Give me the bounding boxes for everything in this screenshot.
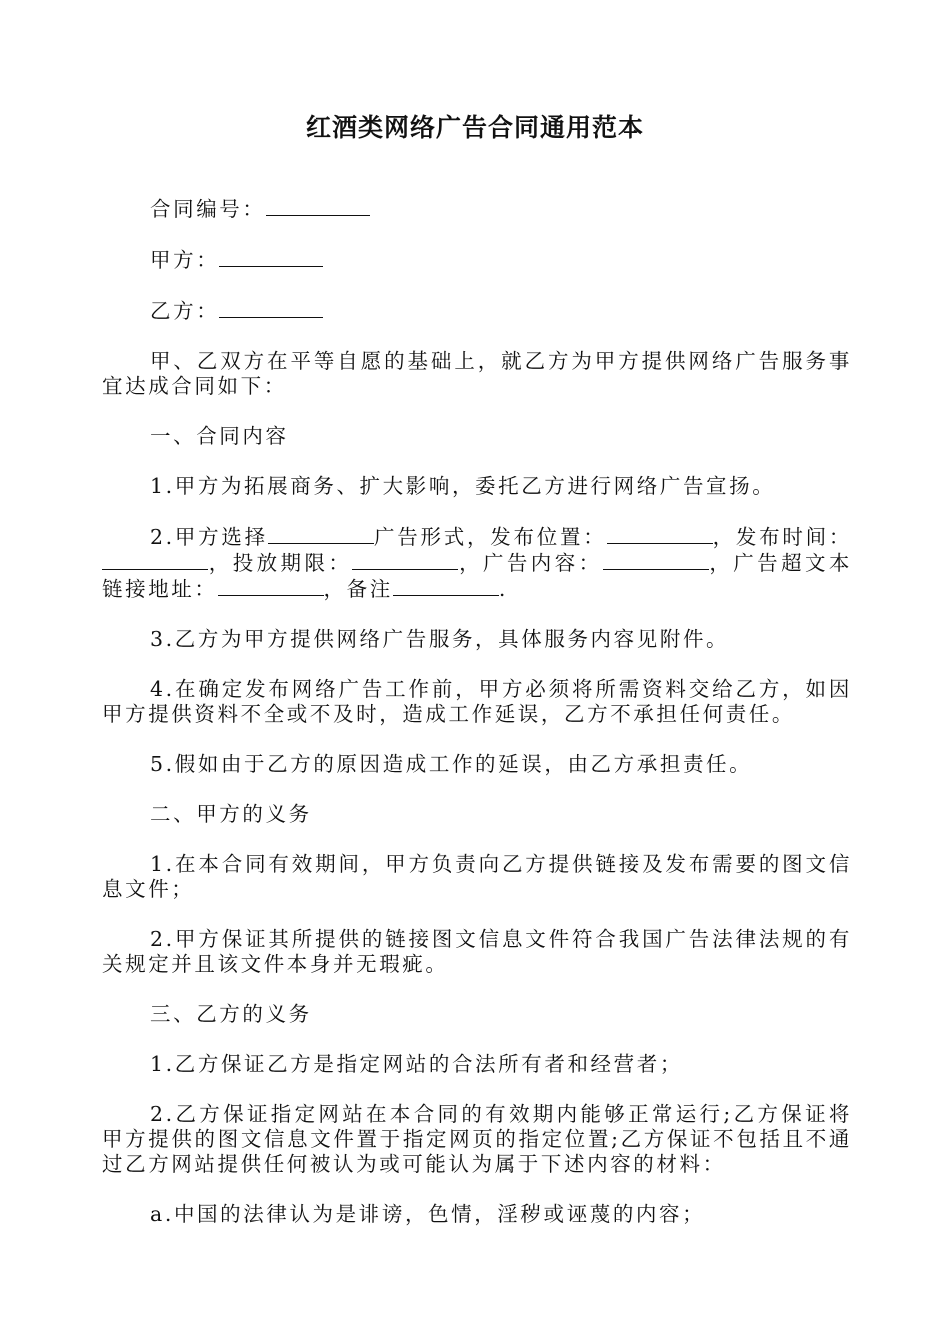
document-title: 红酒类网络广告合同通用范本 — [305, 113, 644, 142]
ad-form-blank — [268, 524, 374, 544]
party-b-line — [102, 298, 852, 324]
party-a-blank — [219, 247, 323, 267]
clause-1-4: 4.在确定发布网络广告工作前，甲方必须将所需资料交给乙方，如因甲方提供资料不全或不及时，造成工作延误，乙方不承担任何责任。 — [102, 677, 852, 726]
clause-1-2-part-f: ，广告超文本链接地址： — [102, 551, 852, 601]
remark-blank — [393, 576, 499, 596]
clause-1-1: 1.甲方为拓展商务、扩大影响，委托乙方进行网络广告宣扬。 — [150, 474, 776, 498]
position-blank — [607, 524, 713, 544]
contract-number-label: 合同编号： — [150, 197, 266, 221]
document-body — [102, 196, 852, 1252]
clause-2-2: 2.甲方保证其所提供的链接图文信息文件符合我国广告法律法规的有关规定并且该文件本身并无瑕疵。 — [102, 927, 852, 976]
section-3-heading: 三、乙方的义务 — [150, 1002, 312, 1026]
clause-1-5: 5.假如由于乙方的原因造成工作的延误，由乙方承担责任。 — [150, 752, 753, 776]
party-b-label: 乙方： — [150, 299, 220, 323]
party-a-label: 甲方： — [150, 248, 220, 272]
clause-1-2-part-b: 广告形式，发布位置： — [373, 525, 607, 549]
clause-1-2-part-a: 2.甲方选择 — [150, 525, 268, 549]
section-2-heading: 二、甲方的义务 — [150, 802, 312, 826]
period-blank — [352, 550, 458, 570]
clause-1-2 — [102, 524, 852, 602]
section-1-heading: 一、合同内容 — [150, 424, 289, 448]
clause-1-2-part-h: . — [498, 577, 508, 601]
clause-3-a: a.中国的法律认为是诽谤，色情，淫秽或诬蔑的内容； — [150, 1202, 706, 1226]
party-a-line — [102, 247, 852, 273]
clause-1-2-part-e: ，广告内容： — [458, 551, 603, 575]
clause-3-1: 1.乙方保证乙方是指定网站的合法所有者和经营者； — [150, 1052, 683, 1076]
publish-time-blank — [102, 550, 208, 570]
clause-2-1: 1.在本合同有效期间，甲方负责向乙方提供链接及发布需要的图文信息文件； — [102, 852, 852, 901]
clause-1-2-part-g: ，备注 — [323, 577, 393, 601]
content-blank — [603, 550, 709, 570]
clause-1-2-part-d: ，投放期限： — [208, 551, 353, 575]
clause-1-3: 3.乙方为甲方提供网络广告服务，具体服务内容见附件。 — [150, 627, 730, 651]
clause-3-2: 2.乙方保证指定网站在本合同的有效期内能够正常运行;乙方保证将甲方提供的图文信息文件置于指定网页的指定位置;乙方保证不包括且不通过乙方网站提供任何被认为或可能认为属于下述内容的材料： — [102, 1102, 852, 1176]
intro-paragraph: 甲、乙双方在平等自愿的基础上，就乙方为甲方提供网络广告服务事宜达成合同如下： — [102, 349, 852, 398]
party-b-blank — [219, 298, 323, 318]
contract-number-line — [102, 196, 852, 222]
clause-1-2-part-c: ，发布时间： — [712, 525, 852, 549]
contract-number-blank — [266, 196, 370, 216]
link-address-blank — [218, 576, 324, 596]
